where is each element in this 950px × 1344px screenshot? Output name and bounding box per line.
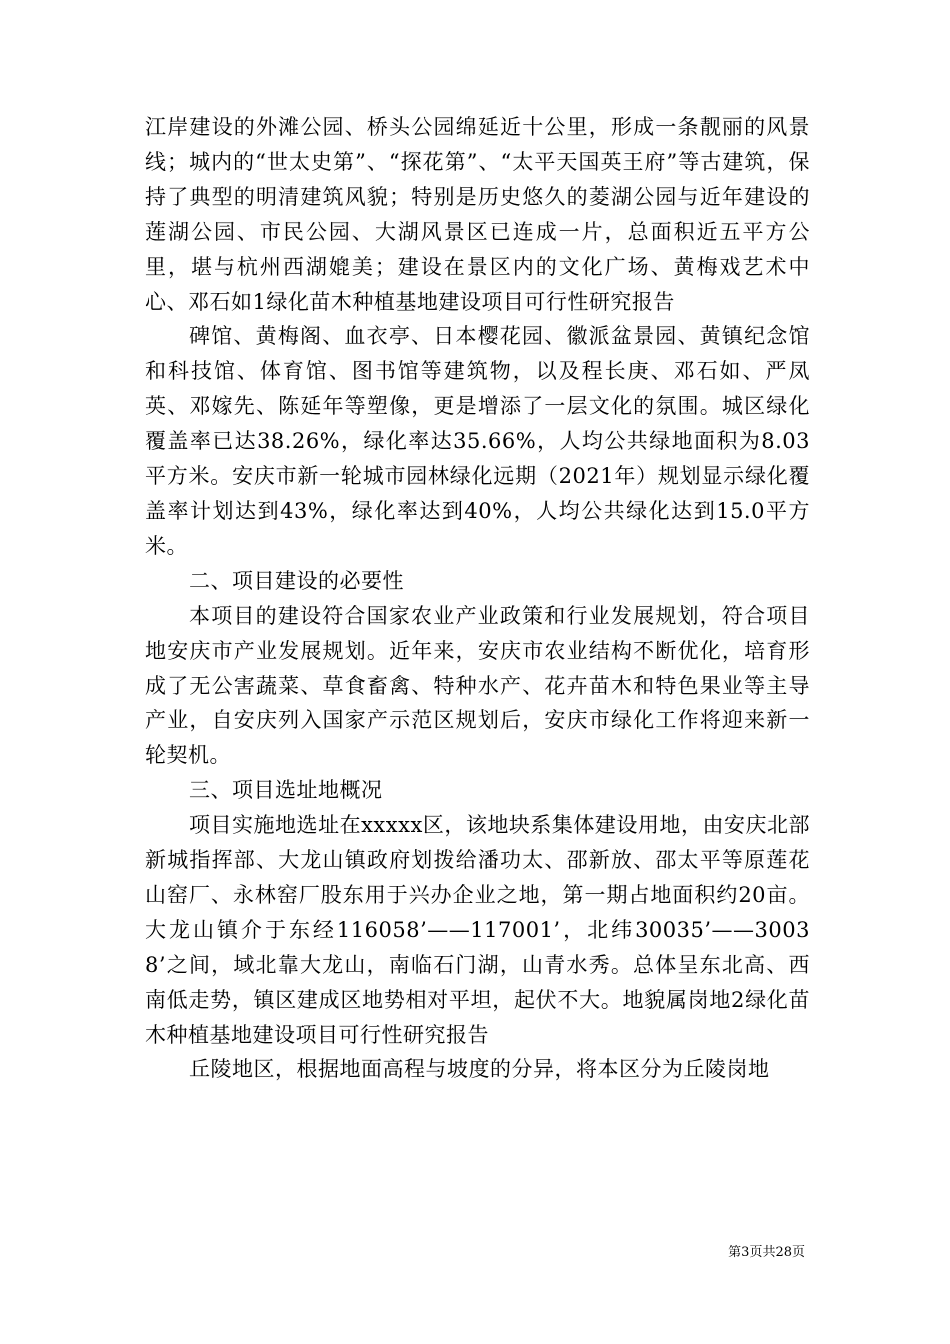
section-heading: 三、项目选址地概况 — [189, 778, 383, 803]
paragraph-truncated: 丘陵地区，根据地面高程与坡度的分异，将本区分为丘陵岗地 — [189, 1057, 770, 1082]
page-number-footer: 第3页共28页 — [728, 1245, 805, 1260]
paragraph: 本项目的建设符合国家农业产业政策和行业发展规划，符合项目地安庆市产业发展规划。近年来，安庆市农业结构不断优化，培育形成了无公害蔬菜、草食畜禽、特种水产、花卉苗木和特色果业等主导产业，自安庆列入国家产示范区规划后，安庆市绿化工作将迎来新一轮契机。 — [145, 603, 810, 768]
section-heading: 二、项目建设的必要性 — [189, 568, 404, 593]
paragraph: 项目实施地选址在xxxxx区，该地块系集体建设用地，由安庆北部新城指挥部、大龙山镇政府划拨给潘功太、邵新放、邵太平等原莲花山窑厂、永林窑厂股东用于兴办企业之地，第一期占地面积约20亩。大龙山镇介于东经116058’——117001’，北纬30035’——30038’之间，域北靠大龙山，南临石门湖，山青水秀。总体呈东北高、西南低走势，镇区建成区地势相对平坦，起伏不大。地貌属岗地2绿化苗木种植基地建设项目可行性研究报告 — [145, 813, 810, 1047]
document-body — [145, 110, 810, 1087]
paragraph-continued: 江岸建设的外滩公园、桥头公园绵延近十公里，形成一条靓丽的风景线；城内的“世太史第”、“探花第”、“太平天国英王府”等古建筑，保持了典型的明清建筑风貌；特别是历史悠久的菱湖公园与近年建设的莲湖公园、市民公园、大湖风景区已连成一片，总面积近五平方公里，堪与杭州西湖媲美；建设在景区内的文化广场、黄梅戏艺术中心、邓石如1绿化苗木种植基地建设项目可行性研究报告 — [145, 115, 810, 314]
paragraph: 碑馆、黄梅阁、血衣亭、日本樱花园、徽派盆景园、黄镇纪念馆和科技馆、体育馆、图书馆等建筑物，以及程长庚、邓石如、严凤英、邓嫁先、陈延年等塑像，更是增添了一层文化的氛围。城区绿化覆盖率已达38.26%，绿化率达35.66%，人均公共绿地面积为8.03平方米。安庆市新一轮城市园林绿化远期（2021年）规划显示绿化覆盖率计划达到43%，绿化率达到40%，人均公共绿化达到15.0平方米。 — [145, 324, 810, 558]
